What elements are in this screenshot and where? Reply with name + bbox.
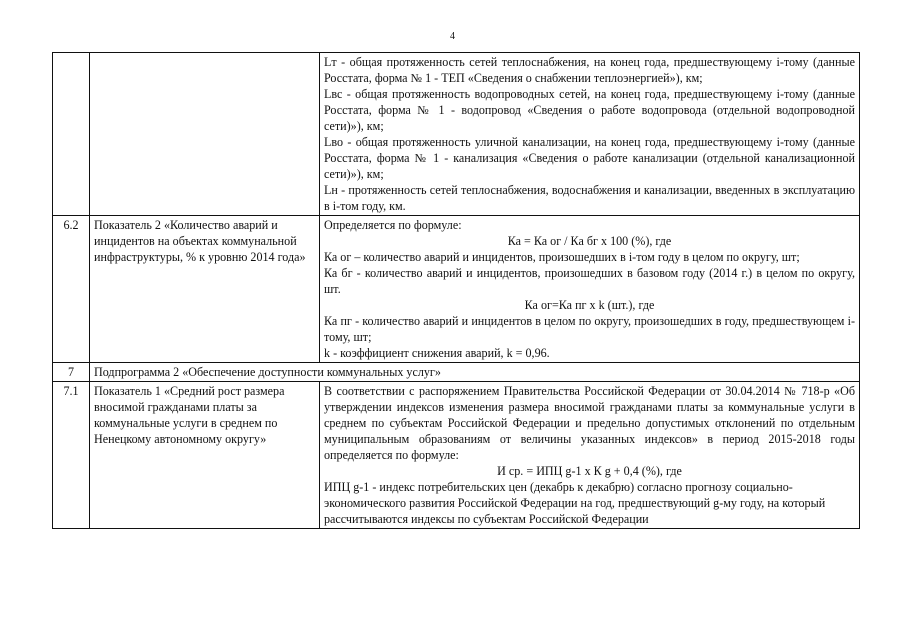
indicator-name-cell: Показатель 2 «Количество аварий и инцидентов на объектах коммунальной инфраструктуры, % к уровню 2014 года» [90,216,320,363]
formula-ka-og: Ка ог=Ка пг х k (шт.), где [524,298,655,312]
definition-ka-pg: Ка пг - количество аварий и инцидентов в целом по округу, произошедших в году, предшествующем i-тому, шт; [324,314,855,344]
indicator-name-cell [90,53,320,216]
definition-lt: Lт - общая протяженность сетей теплоснабжения, на конец года, предшествующему i-тому (данные Росстата, форма № 1 - ТЕП «Сведения о снабжении теплоэнергией»), км; [324,55,855,85]
table-row [53,382,860,529]
subprogram-heading: Подпрограмма 2 «Обеспечение доступности коммунальных услуг» [90,363,860,382]
indicator-name-cell: Показатель 1 «Средний рост размера вносимой гражданами платы за коммунальные услуги в среднем по Ненецкому автономному округу» [90,382,320,529]
page-number: 4 [450,31,455,42]
indicator-table [52,52,860,529]
formula-intro: Определяется по формуле: [324,218,462,232]
formula-ka: Ка = Ка ог / Ка бг х 100 (%), где [507,234,672,248]
row-number-cell: 7 [53,363,90,382]
table-row [53,216,860,363]
calculation-method-cell [320,53,860,216]
definition-lvs: Lвс - общая протяженность водопроводных сетей, на конец года, предшествующему i-тому (данные Росстата, форма № 1 - водопровод «Сведения о работе водопровода (отдельной водопроводной сети)»), км; [324,87,855,133]
definition-ka-og: Ка ог – количество аварий и инцидентов, произошедших в i-том году в целом по округу, шт; [324,250,800,264]
definition-ipc: ИПЦ g-1 - индекс потребительских цен (декабрь к декабрю) согласно прогнозу социально-экономического развития Российской Федерации на год, предшествующий g-му году, на который рассчитываются индексы по субъектам Российской Федерации [324,480,826,526]
row-number-cell [53,53,90,216]
definition-lvo: Lво - общая протяженность уличной канализации, на конец года, предшествующему i-тому (данные Росстата, форма № 1 - канализация «Сведения о работе канализации (отдельной канализационной сети)»), км; [324,135,855,181]
table-row [53,363,860,382]
formula-i-sr: И ср. = ИПЦ g-1 х К g + 0,4 (%), где [497,464,682,478]
table-row [53,53,860,216]
definition-ka-bg: Ка бг - количество аварий и инцидентов, произошедших в базовом году (2014 г.) в целом по округу, шт. [324,266,855,296]
definition-ln: Lн - протяженность сетей теплоснабжения, водоснабжения и канализации, введенных в эксплуатацию в i-том году, км. [324,183,855,213]
row-number-cell: 7.1 [53,382,90,529]
calculation-method-cell [320,382,860,529]
row-number-cell: 6.2 [53,216,90,363]
calculation-method-cell [320,216,860,363]
regulation-reference: В соответствии с распоряжением Правительства Российской Федерации от 30.04.2014 № 718-р «Об утверждении индексов изменения размера вносимой гражданами платы за коммунальные услуги в среднем по субъектам Российской Федерации и предельно допустимых отклонений по отдельным муниципальным образованиям от величины указанных индексов» в период 2015-2018 годы определяется по формуле: [324,384,855,462]
definition-k: k - коэффициент снижения аварий, k = 0,96. [324,346,550,360]
